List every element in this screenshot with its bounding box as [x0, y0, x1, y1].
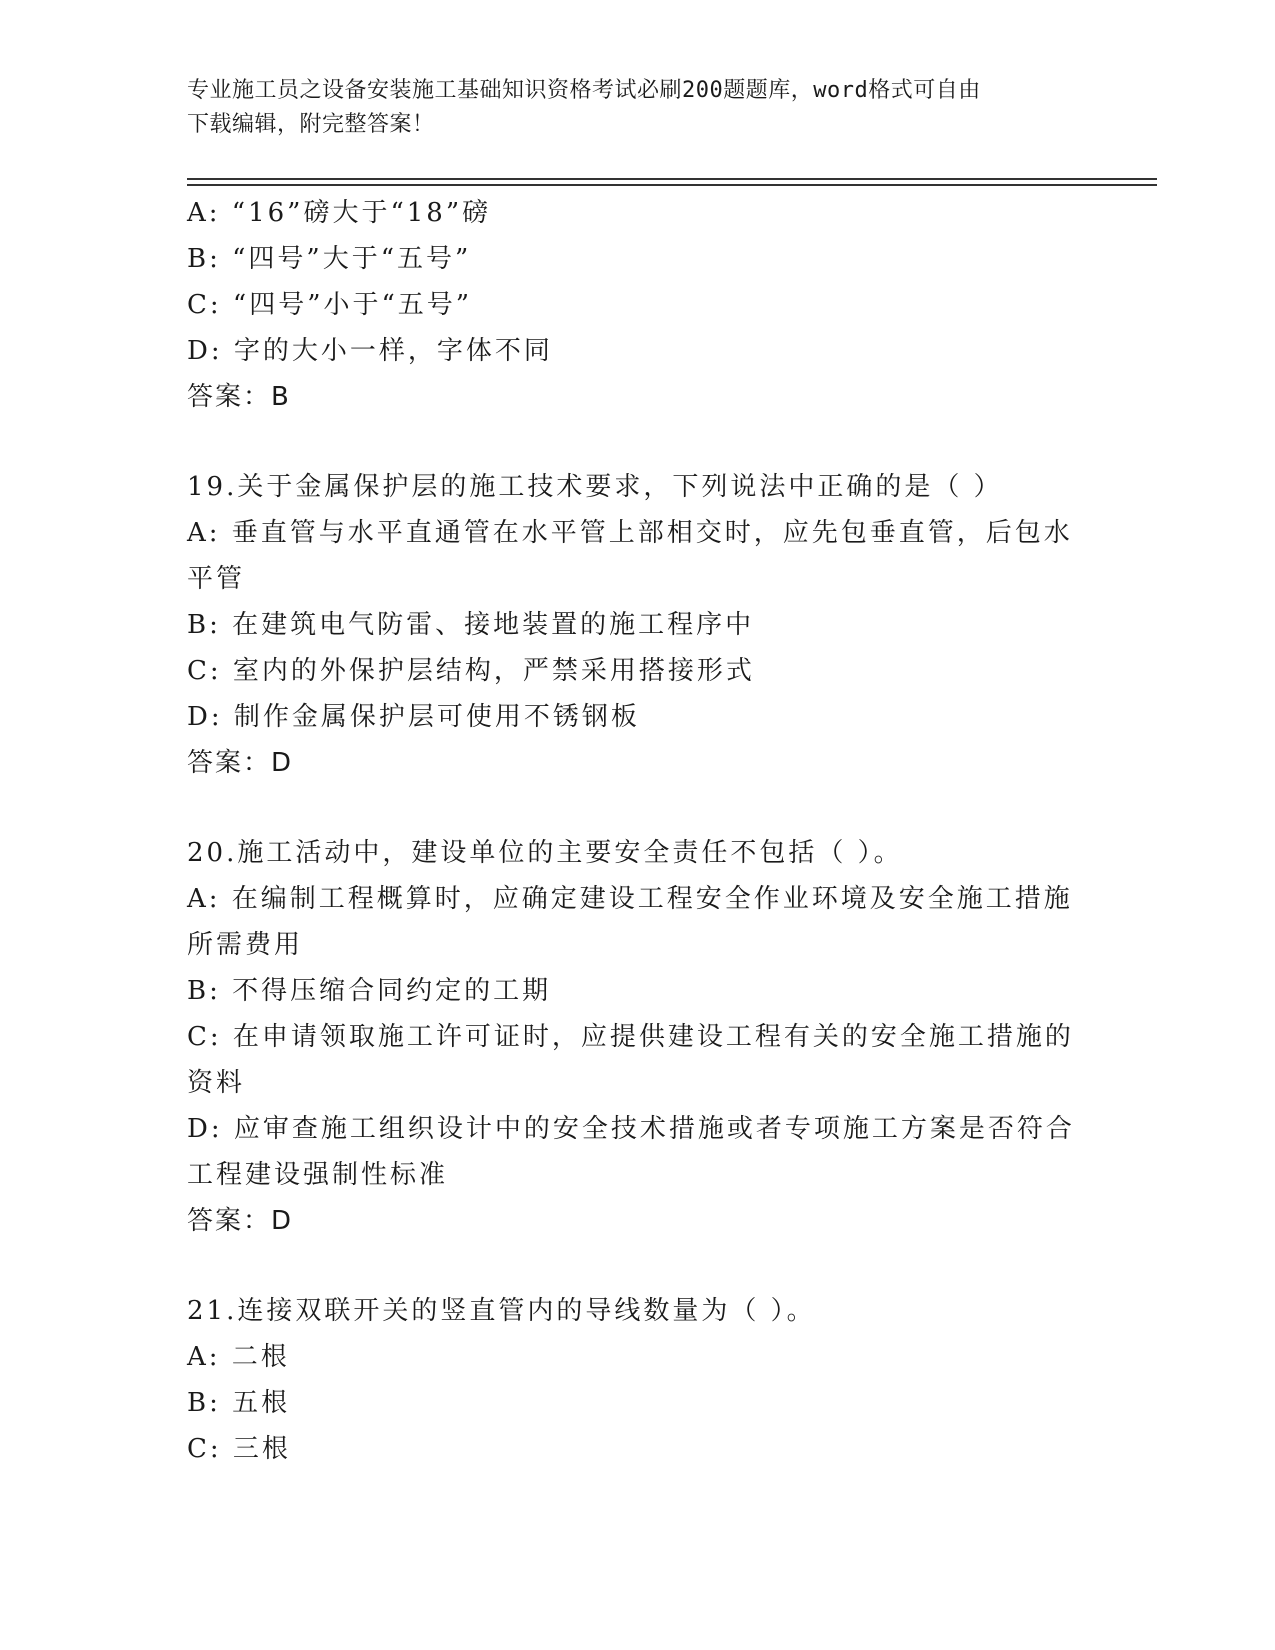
option-c: C: 在申请领取施工许可证时，应提供建设工程有关的安全施工措施的资料	[187, 1022, 1074, 1098]
answer: 答案：B	[187, 382, 291, 412]
question-list	[187, 190, 1087, 1472]
option-d: D: 字的大小一样，字体不同	[187, 336, 553, 366]
header-divider-bottom	[187, 184, 1157, 186]
question-21	[187, 1288, 1087, 1472]
option-c: C: 三根	[187, 1434, 291, 1464]
option-b: B: 不得压缩合同约定的工期	[187, 976, 552, 1006]
option-c: C: “四号”小于“五号”	[187, 290, 473, 320]
question-text: 20.施工活动中，建设单位的主要安全责任不包括（ ）。	[187, 838, 903, 868]
question-text: 21.连接双联开关的竖直管内的导线数量为（ ）。	[187, 1296, 816, 1326]
answer: 答案：D	[187, 1206, 294, 1236]
header-line-2: 下载编辑，附完整答案！	[187, 112, 435, 137]
option-a: A: 垂直管与水平直通管在水平管上部相交时，应先包垂直管，后包水平管	[187, 518, 1073, 594]
question-20	[187, 830, 1087, 1244]
option-a: A: “16”磅大于“18”磅	[187, 198, 492, 228]
header-divider-top	[187, 178, 1157, 180]
header-line-1: 专业施工员之设备安装施工基础知识资格考试必刷200题题库，word格式可自由	[187, 78, 981, 103]
option-b: B: 五根	[187, 1388, 291, 1418]
option-c: C: 室内的外保护层结构，严禁采用搭接形式	[187, 656, 755, 686]
question-text: 19.关于金属保护层的施工技术要求，下列说法中正确的是（ ）	[187, 472, 1003, 502]
spacer	[187, 420, 1087, 464]
option-a: A: 在编制工程概算时，应确定建设工程安全作业环境及安全施工措施所需费用	[187, 884, 1073, 960]
answer: 答案：D	[187, 748, 294, 778]
option-b: B: “四号”大于“五号”	[187, 244, 472, 274]
spacer	[187, 786, 1087, 830]
question-19	[187, 464, 1087, 786]
spacer	[187, 1244, 1087, 1288]
option-d: D: 制作金属保护层可使用不锈钢板	[187, 702, 640, 732]
question-18	[187, 190, 1087, 420]
option-d: D: 应审查施工组织设计中的安全技术措施或者专项施工方案是否符合工程建设强制性标准	[187, 1114, 1075, 1190]
option-a: A: 二根	[187, 1342, 290, 1372]
document-header	[187, 74, 1087, 142]
option-b: B: 在建筑电气防雷、接地装置的施工程序中	[187, 610, 755, 640]
